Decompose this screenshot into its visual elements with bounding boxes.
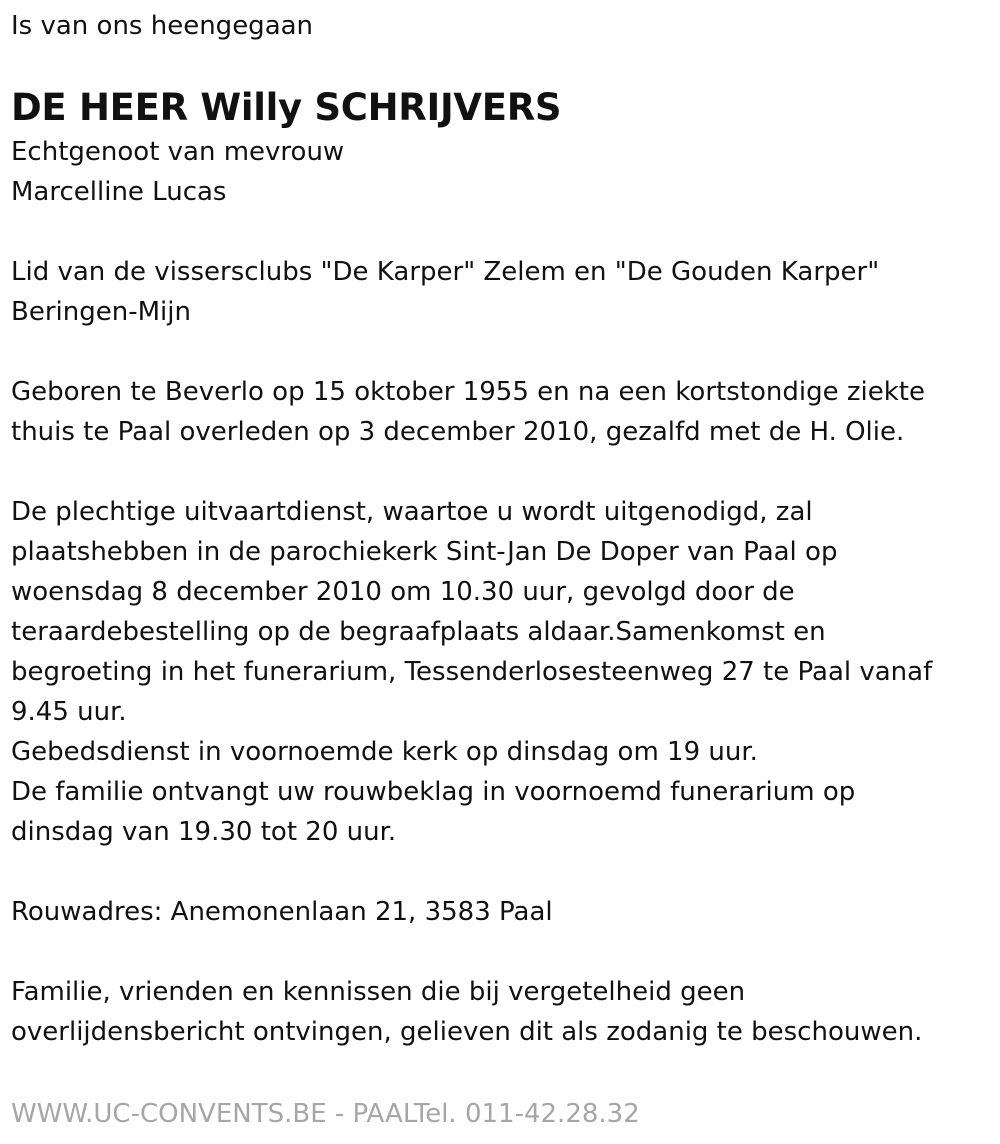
ceremony-line: begroeting in het funerarium, Tessenderlosesteenweg 27 te Paal vanaf [11,657,933,687]
ceremony-line: 9.45 uur. [11,697,127,727]
ceremony-line: De familie ontvangt uw rouwbeklag in voornoemd funerarium op [11,777,856,807]
intro-text: Is van ons heengegaan [11,11,314,41]
ceremony-line: dinsdag van 19.30 tot 20 uur. [11,817,397,847]
ceremony-line: Gebedsdienst in voornoemde kerk op dinsdag om 19 uur. [11,737,758,767]
spouse-line: Marcelline Lucas [11,177,227,207]
ceremony-line: De plechtige uitvaartdienst, waartoe u wordt uitgenodigd, zal [11,497,813,527]
membership-block [11,252,986,332]
spouse-block [11,132,986,212]
deceased-name: DE HEER Willy SCHRIJVERS [11,86,562,129]
birth-death-line: Geboren te Beverlo op 15 oktober 1955 en na een kortstondige ziekte [11,377,925,407]
ceremony-line: plaatshebben in de parochiekerk Sint-Jan De Doper van Paal op [11,537,838,567]
death-notice [11,6,986,1052]
spouse-line: Echtgenoot van mevrouw [11,137,345,167]
mourning-address: Rouwadres: Anemonenlaan 21, 3583 Paal [11,897,553,927]
closing-line: Familie, vrienden en kennissen die bij vergetelheid geen [11,977,746,1007]
closing-line: overlijdensbericht ontvingen, gelieven dit als zodanig te beschouwen. [11,1017,923,1047]
birth-death-line: thuis te Paal overleden op 3 december 2010, gezalfd met de H. Olie. [11,417,905,447]
ceremony-line: teraardebestelling op de begraafplaats aldaar.Samenkomst en [11,617,826,647]
birth-death-block [11,372,986,452]
address-block [11,892,986,932]
membership-line: Beringen-Mijn [11,297,191,327]
ceremony-block [11,492,986,852]
closing-block [11,972,986,1052]
membership-line: Lid van de vissersclubs "De Karper" Zelem en "De Gouden Karper" [11,257,880,287]
ceremony-line: woensdag 8 december 2010 om 10.30 uur, gevolgd door de [11,577,795,607]
footer-contact: WWW.UC-CONVENTS.BE - PAALTel. 011-42.28.32 [11,1099,640,1129]
